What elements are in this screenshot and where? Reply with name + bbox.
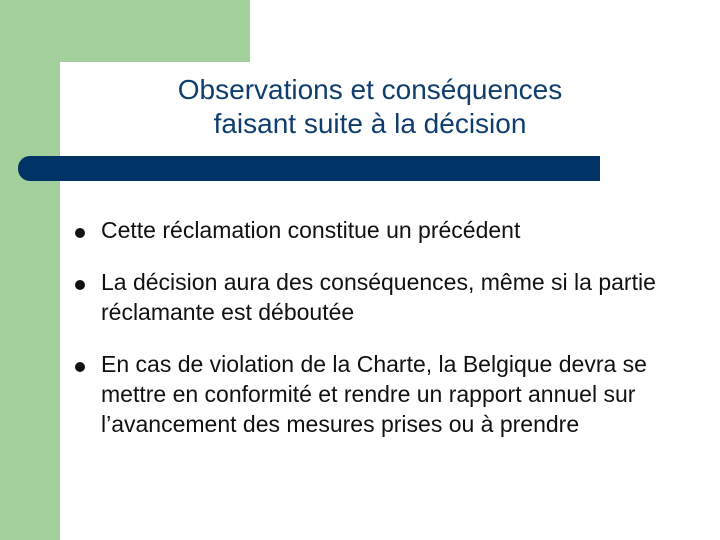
bullet-list: [75, 215, 675, 461]
slide-title-line-1: Observations et conséquences: [177, 74, 563, 105]
bullet-dot-icon: [75, 362, 85, 372]
bullet-text: La décision aura des conséquences, même si la partie réclamante est déboutée: [101, 269, 656, 325]
left-green-band: [0, 0, 60, 540]
top-green-block: [0, 0, 250, 62]
bullet-item: [75, 349, 675, 439]
bullet-dot-icon: [75, 228, 85, 238]
bullet-dot-icon: [75, 280, 85, 290]
slide-title: [100, 73, 640, 141]
bullet-text: En cas de violation de la Charte, la Belgique devra se mettre en conformité et rendre un rapport annuel sur l’avancement des mesures prises ou à prendre: [101, 351, 647, 437]
bullet-item: [75, 267, 675, 327]
slide-title-line-2: faisant suite à la décision: [213, 108, 527, 139]
bullet-text: Cette réclamation constitue un précédent: [101, 217, 521, 243]
bullet-item: [75, 215, 675, 245]
title-underline-bar: [18, 156, 600, 181]
